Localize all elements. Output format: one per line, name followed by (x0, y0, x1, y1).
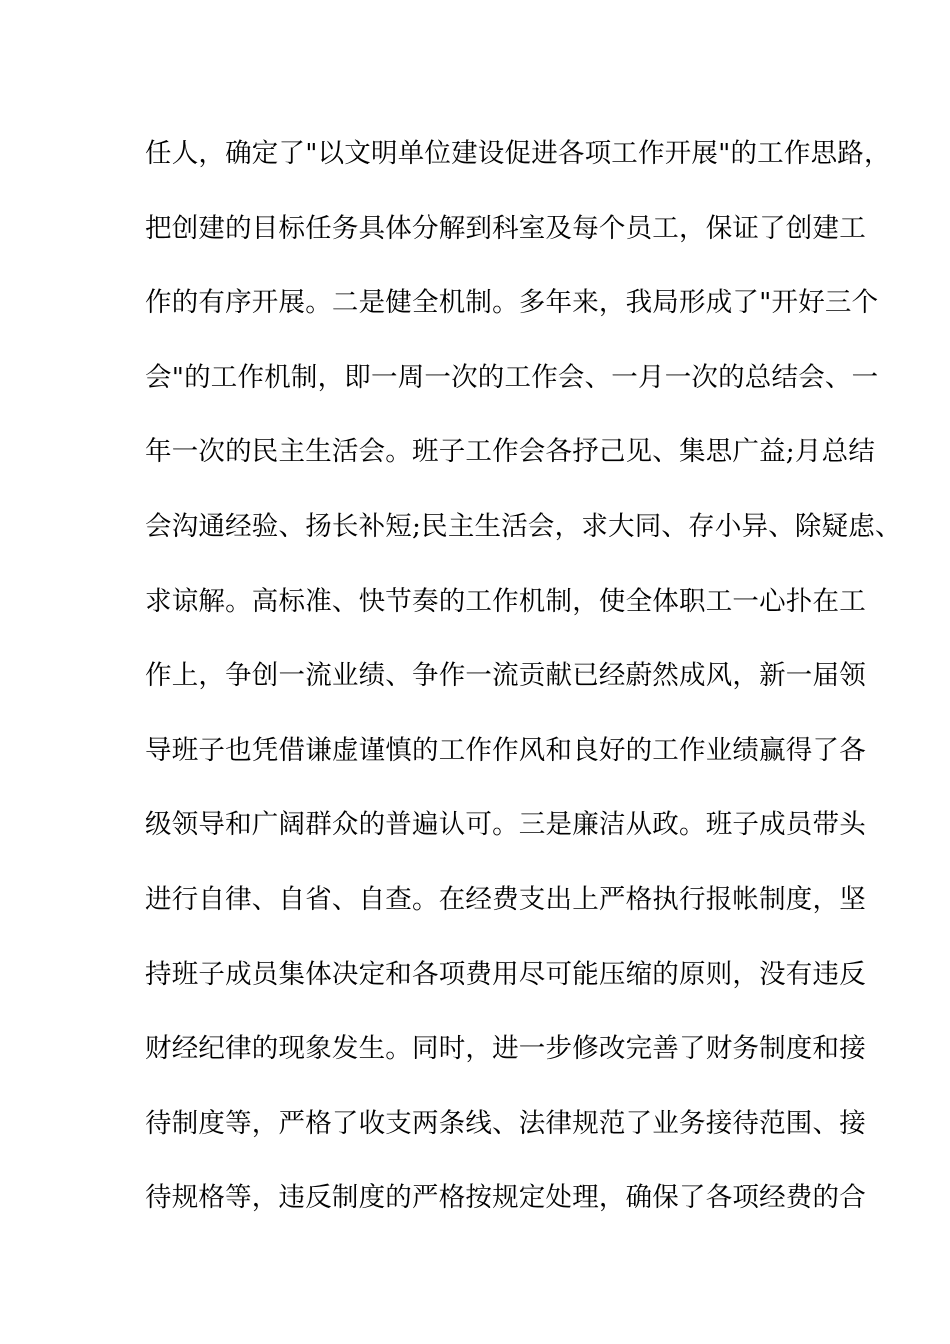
text-line: 把创建的目标任务具体分解到科室及每个员工，保证了创建工 (145, 212, 866, 244)
text-line: 作的有序开展。二是健全机制。多年来，我局形成了"开好三个 (145, 287, 879, 319)
text-line: 持班子成员集体决定和各项费用尽可能压缩的原则，没有违反 (145, 958, 866, 990)
text-line: 会"的工作机制，即一周一次的工作会、一月一次的总结会、一 (145, 361, 879, 393)
text-line: 进行自律、自省、自查。在经费支出上严格执行报帐制度，坚 (145, 883, 866, 915)
text-line: 年一次的民主生活会。班子工作会各抒己见、集思广益;月总结 (145, 436, 876, 468)
text-line: 会沟通经验、扬长补短;民主生活会，求大同、存小异、除疑虑、 (145, 510, 902, 542)
body-text (145, 128, 902, 1247)
text-line: 导班子也凭借谦虚谨慎的工作作风和良好的工作业绩赢得了各 (145, 734, 866, 766)
text-line: 财经纪律的现象发生。同时，进一步修改完善了财务制度和接 (145, 1033, 866, 1065)
text-line: 级领导和广阔群众的普遍认可。三是廉洁从政。班子成员带头 (145, 809, 866, 841)
text-line: 作上，争创一流业绩、争作一流贡献已经蔚然成风，新一届领 (145, 660, 866, 692)
text-line: 任人，确定了"以文明单位建设促进各项工作开展"的工作思路， (145, 138, 891, 169)
text-line: 待规格等，违反制度的严格按规定处理，确保了各项经费的合 (145, 1182, 866, 1214)
text-line: 待制度等，严格了收支两条线、法律规范了业务接待范围、接 (145, 1107, 866, 1139)
text-line: 求谅解。高标准、快节奏的工作机制，使全体职工一心扑在工 (145, 585, 866, 617)
